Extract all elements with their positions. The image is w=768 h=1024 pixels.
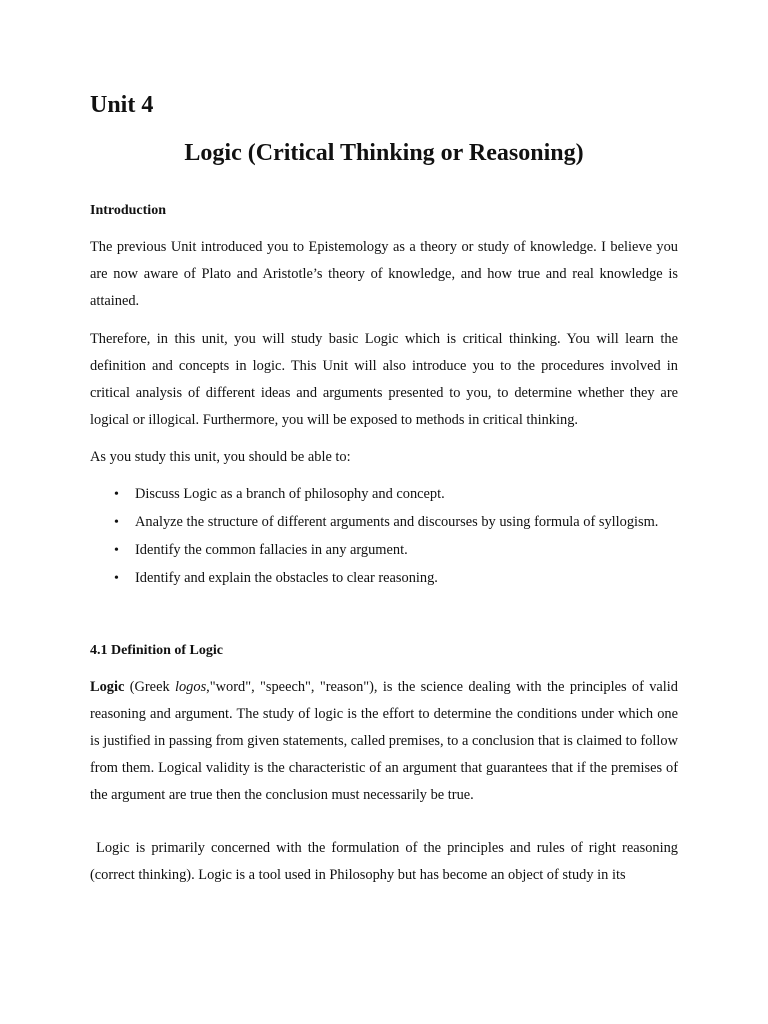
- objectives-list: [90, 481, 678, 592]
- intro-paragraph-3: As you study this unit, you should be able to:: [90, 449, 351, 465]
- objective-text: Identify and explain the obstacles to clear reasoning.: [135, 570, 438, 586]
- greek-prefix: (Greek: [124, 679, 175, 695]
- objective-text: Analyze the structure of different arguments and discourses by using formula of syllogism.: [135, 514, 659, 530]
- bullet-icon: •: [114, 571, 119, 586]
- intro-paragraph-1: The previous Unit introduced you to Epistemology as a theory or study of knowledge. I believe you are now aware of Plato and Aristotle’s theory of knowledge, and how true and real knowledge is attained.: [90, 239, 678, 309]
- intro-paragraph-2: Therefore, in this unit, you will study basic Logic which is critical thinking. You will learn the definition and concepts in logic. This Unit will also introduce you to the procedures involved in critical analysis of different ideas and arguments presented to you, to determine whether they are logical or illogical. Furthermore, you will be exposed to methods in critical thinking.: [90, 331, 678, 428]
- objective-item: [90, 509, 678, 536]
- objective-item: [90, 537, 678, 564]
- section-4-1-heading: 4.1 Definition of Logic: [90, 643, 223, 658]
- document-title: Logic (Critical Thinking or Reasoning): [184, 140, 584, 166]
- definition-rest: ,"word", "speech", "reason"), is the science dealing with the principles of valid reasoning and argument. The study of logic is the effort to determine the conditions under which one is justified in passing from given statements, called premises, to a conclusion that is claimed to follow from them. Logical validity is the characteristic of an argument that guarantees that if the premises of the argument are true then the conclusion must necessarily be true.: [90, 679, 678, 803]
- definition-paragraph: [90, 674, 678, 809]
- bullet-icon: •: [114, 543, 119, 558]
- logic-term: Logic: [90, 679, 125, 695]
- objective-text: Discuss Logic as a branch of philosophy and concept.: [135, 486, 445, 502]
- greek-word: logos: [174, 679, 207, 695]
- introduction-heading: Introduction: [90, 203, 166, 218]
- objective-item: [90, 481, 678, 508]
- objective-item: [90, 565, 678, 592]
- bullet-icon: •: [114, 515, 119, 530]
- unit-label: Unit 4: [90, 92, 154, 118]
- logic-concern-paragraph: Logic is primarily concerned with the formulation of the principles and rules of right reasoning (correct thinking). Logic is a tool used in Philosophy but has become an object of study in its: [90, 840, 682, 883]
- bullet-icon: •: [114, 487, 119, 502]
- objective-text: Identify the common fallacies in any argument.: [135, 542, 408, 558]
